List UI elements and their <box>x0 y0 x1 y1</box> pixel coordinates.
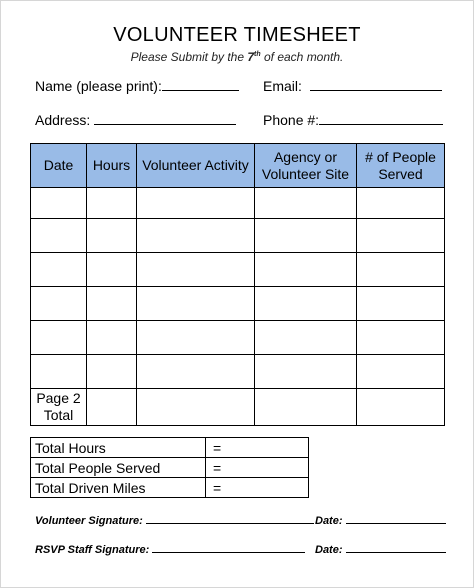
rsvp-signature-line[interactable] <box>152 543 305 553</box>
total-people-cell[interactable] <box>357 389 445 426</box>
table-cell[interactable] <box>357 253 445 287</box>
rsvp-signature-label: RSVP Staff Signature: <box>35 544 150 556</box>
phone-field <box>263 112 443 128</box>
subtitle-day: 7 <box>247 50 255 64</box>
col-header-hours: Hours <box>87 144 137 188</box>
table-cell[interactable] <box>137 355 255 389</box>
totals-table <box>30 437 309 498</box>
table-cell[interactable] <box>255 389 357 426</box>
subtitle-text-post: of each month. <box>260 50 344 64</box>
col-header-people-served: # of People Served <box>357 144 445 188</box>
volunteer-date-line[interactable] <box>346 514 446 524</box>
table-cell[interactable] <box>137 321 255 355</box>
phone-input-line[interactable] <box>319 112 443 125</box>
table-cell[interactable] <box>87 219 137 253</box>
volunteer-signature-label: Volunteer Signature: <box>35 515 143 527</box>
email-label: Email: <box>263 78 302 94</box>
col-header-date: Date <box>31 144 87 188</box>
table-cell[interactable] <box>87 355 137 389</box>
table-cell[interactable] <box>255 321 357 355</box>
table-cell[interactable] <box>357 355 445 389</box>
table-cell[interactable] <box>357 287 445 321</box>
table-cell[interactable] <box>255 355 357 389</box>
email-input-line[interactable] <box>310 78 442 91</box>
rsvp-date-row <box>315 543 446 556</box>
table-cell[interactable] <box>31 253 87 287</box>
table-cell[interactable] <box>137 188 255 219</box>
col-header-agency: Agency or Volunteer Site <box>255 144 357 188</box>
timesheet-table <box>30 143 445 426</box>
table-cell[interactable] <box>31 321 87 355</box>
table-row <box>31 287 445 321</box>
totals-label: Total Hours <box>31 438 206 458</box>
table-cell[interactable] <box>87 188 137 219</box>
name-input-line[interactable] <box>162 78 239 91</box>
table-row <box>31 321 445 355</box>
table-cell[interactable] <box>137 219 255 253</box>
table-total-row <box>31 389 445 426</box>
table-cell[interactable] <box>87 321 137 355</box>
table-cell[interactable] <box>255 219 357 253</box>
volunteer-date-label: Date: <box>315 515 343 527</box>
table-cell[interactable] <box>137 253 255 287</box>
table-cell[interactable] <box>31 355 87 389</box>
address-label: Address: <box>35 112 91 128</box>
totals-label: Total People Served <box>31 458 206 478</box>
table-cell[interactable] <box>357 321 445 355</box>
email-field <box>263 78 442 94</box>
rsvp-date-label: Date: <box>315 544 343 556</box>
table-cell[interactable] <box>31 219 87 253</box>
table-cell[interactable] <box>137 389 255 426</box>
table-cell[interactable] <box>31 188 87 219</box>
volunteer-signature-row <box>35 514 314 527</box>
name-label: Name (please print): <box>35 78 162 94</box>
table-row <box>31 188 445 219</box>
volunteer-signature-line[interactable] <box>146 514 314 524</box>
address-input-line[interactable] <box>94 112 236 125</box>
table-cell[interactable] <box>137 287 255 321</box>
table-cell[interactable] <box>357 188 445 219</box>
address-field <box>35 112 236 128</box>
table-header-row <box>31 144 445 188</box>
table-cell[interactable] <box>87 253 137 287</box>
name-field <box>35 78 239 94</box>
rsvp-signature-row <box>35 543 305 556</box>
submission-note <box>0 50 474 64</box>
total-hours-cell[interactable] <box>87 389 137 426</box>
table-row <box>31 219 445 253</box>
volunteer-date-row <box>315 514 446 527</box>
table-cell[interactable] <box>87 287 137 321</box>
totals-row-miles <box>31 478 309 498</box>
subtitle-ordinal: th <box>254 51 261 58</box>
page-title: VOLUNTEER TIMESHEET <box>113 24 361 46</box>
table-row <box>31 253 445 287</box>
totals-row-people <box>31 458 309 478</box>
page-2-total-label: Page 2 Total <box>31 389 87 426</box>
totals-value-miles[interactable]: = <box>206 478 309 498</box>
totals-value-hours[interactable]: = <box>206 438 309 458</box>
table-row <box>31 355 445 389</box>
table-cell[interactable] <box>31 287 87 321</box>
subtitle-text-pre: Please Submit by the <box>130 50 248 64</box>
totals-row-hours <box>31 438 309 458</box>
col-header-activity: Volunteer Activity <box>137 144 255 188</box>
table-cell[interactable] <box>357 219 445 253</box>
totals-label: Total Driven Miles <box>31 478 206 498</box>
table-cell[interactable] <box>255 253 357 287</box>
table-cell[interactable] <box>255 188 357 219</box>
totals-value-people[interactable]: = <box>206 458 309 478</box>
table-cell[interactable] <box>255 287 357 321</box>
phone-label: Phone #: <box>263 112 320 128</box>
rsvp-date-line[interactable] <box>346 543 446 553</box>
